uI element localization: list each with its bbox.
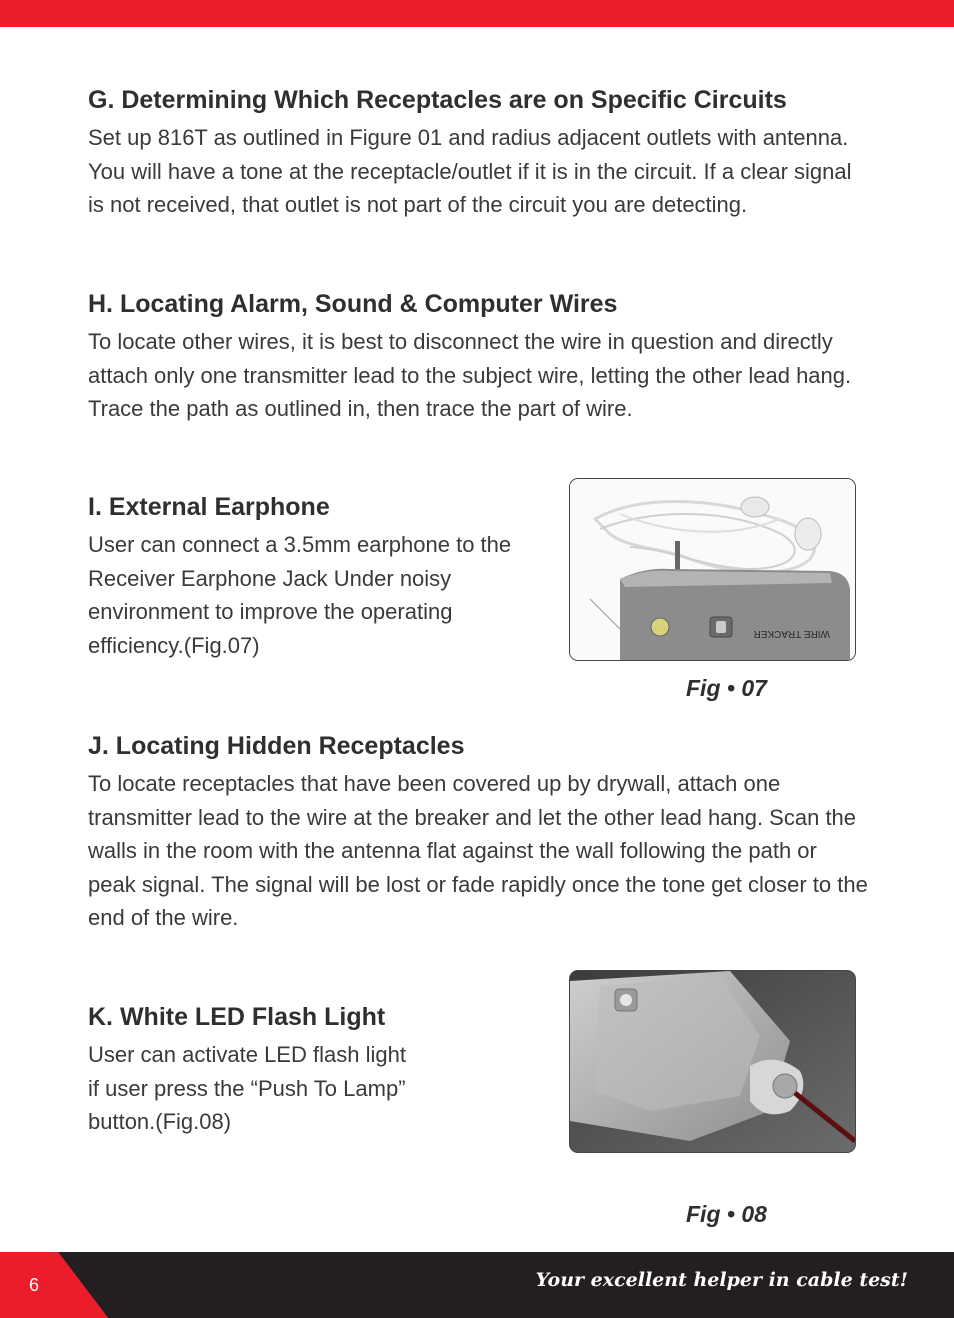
- device-label-text: WIRE TRACKER: [753, 628, 830, 639]
- section-h: [88, 289, 868, 426]
- section-k-line-2: if user press the “Push To Lamp”: [88, 1075, 406, 1101]
- section-g: [88, 85, 868, 222]
- flashlight-device-illustration: [570, 971, 855, 1152]
- section-i: [88, 492, 518, 662]
- section-k-line-3: button.(Fig.08): [88, 1109, 232, 1134]
- section-k-heading: K. White LED Flash Light: [88, 1003, 386, 1031]
- section-j-heading: J. Locating Hidden Receptacles: [88, 732, 465, 760]
- section-g-body: Set up 816T as outlined in Figure 01 and radius adjacent outlets with antenna. You will have a tone at the receptacle/outlet if it is in the circuit. If a clear signal is not received, that outlet is not part of the circuit you are detecting.: [88, 125, 852, 217]
- section-g-heading: G. Determining Which Receptacles are on Specific Circuits: [88, 86, 787, 114]
- top-accent-bar: [0, 0, 954, 27]
- section-h-heading: H. Locating Alarm, Sound & Computer Wires: [88, 290, 618, 318]
- page-number: 6: [29, 1275, 40, 1295]
- section-j-body: To locate receptacles that have been covered up by drywall, attach one transmitter lead to the wire at the breaker and let the other lead hang. Scan the walls in the room with the antenna flat against the wall following the path or peak signal. The signal will be lost or fade rapidly once the tone get closer to the end of the wire.: [88, 771, 868, 930]
- footer-tagline: Your excellent helper in cable test!: [535, 1269, 908, 1291]
- section-i-heading: I. External Earphone: [88, 493, 330, 521]
- section-k-body: [88, 1038, 508, 1139]
- earphone-device-illustration: [570, 479, 855, 660]
- figure-07-earphone-photo: [569, 478, 856, 661]
- section-j: [88, 731, 868, 935]
- figure-07-caption: Fig • 07: [686, 675, 767, 701]
- figure-08-caption: Fig • 08: [686, 1201, 767, 1227]
- section-h-body: To locate other wires, it is best to disconnect the wire in question and directly attach only one transmitter lead to the subject wire, letting the other lead hang. Trace the path as outlined in, then trace the part of wire.: [88, 329, 852, 421]
- figure-08-flashlight-photo: [569, 970, 856, 1153]
- section-k-line-1: User can activate LED flash light: [88, 1042, 406, 1067]
- section-i-body: User can connect a 3.5mm earphone to the Receiver Earphone Jack Under noisy environment to improve the operating efficiency.(Fig.07): [88, 532, 512, 658]
- section-k: [88, 1002, 508, 1139]
